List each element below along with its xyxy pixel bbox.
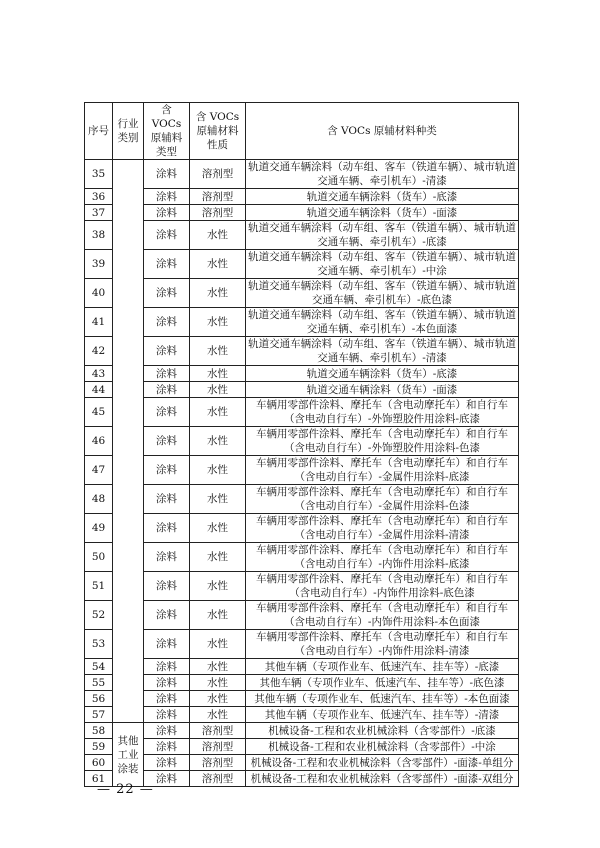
table-row [85,572,519,601]
cell-material-type: 涂料 [144,485,190,514]
cell-material-kind: 轨道交通车辆涂料（动车组、客车（铁道车辆）、城市轨道交通车辆、牵引机车）-中涂 [246,250,519,279]
header-material-nature: 含 VOCs 原辅材料性质 [190,103,246,160]
cell-material-kind: 轨道交通车辆涂料（货车）-面漆 [246,205,519,221]
header-material-kind: 含 VOCs 原辅材料种类 [246,103,519,160]
cell-material-kind: 车辆用零部件涂料、摩托车（含电动摩托车）和自行车（含电动自行车）-金属件用涂料-清漆 [246,514,519,543]
cell-serial-number: 54 [85,659,113,675]
cell-serial-number: 47 [85,456,113,485]
cell-material-kind: 轨道交通车辆涂料（货车）-底漆 [246,189,519,205]
table-row [85,308,519,337]
table-row [85,189,519,205]
table-row [85,755,519,771]
cell-material-nature: 水性 [190,601,246,630]
table-row [85,366,519,382]
cell-material-type: 涂料 [144,572,190,601]
header-serial-number: 序号 [85,103,113,160]
cell-material-kind: 其他车辆（专项作业车、低速汽车、挂车等）-底色漆 [246,675,519,691]
cell-material-type: 涂料 [144,543,190,572]
cell-serial-number: 56 [85,691,113,707]
cell-serial-number: 53 [85,630,113,659]
cell-material-type: 涂料 [144,630,190,659]
cell-material-nature: 水性 [190,691,246,707]
cell-material-type: 涂料 [144,771,190,787]
table-header-row [85,103,519,160]
cell-material-type: 涂料 [144,250,190,279]
cell-material-nature: 水性 [190,221,246,250]
cell-material-nature: 水性 [190,543,246,572]
table-row [85,601,519,630]
cell-material-nature: 水性 [190,659,246,675]
cell-material-kind: 机械设备-工程和农业机械涂料（含零部件）-中涂 [246,739,519,755]
cell-serial-number: 60 [85,755,113,771]
cell-serial-number: 42 [85,337,113,366]
table-row [85,250,519,279]
cell-material-type: 涂料 [144,427,190,456]
cell-material-nature: 水性 [190,398,246,427]
cell-material-type: 涂料 [144,514,190,543]
cell-material-kind: 车辆用零部件涂料、摩托车（含电动摩托车）和自行车（含电动自行车）-外饰塑胶件用涂料-色漆 [246,427,519,456]
cell-material-type: 涂料 [144,279,190,308]
cell-serial-number: 43 [85,366,113,382]
cell-material-nature: 水性 [190,279,246,308]
cell-serial-number: 52 [85,601,113,630]
table-row [85,279,519,308]
cell-material-kind: 其他车辆（专项作业车、低速汽车、挂车等）-底漆 [246,659,519,675]
cell-material-kind: 机械设备-工程和农业机械涂料（含零部件）-面漆-单组分 [246,755,519,771]
table-row [85,630,519,659]
cell-material-nature: 水性 [190,572,246,601]
cell-serial-number: 36 [85,189,113,205]
cell-material-type: 涂料 [144,382,190,398]
header-material-type: 含 VOCs 原辅料类型 [144,103,190,160]
cell-material-nature: 水性 [190,250,246,279]
cell-material-kind: 轨道交通车辆涂料（动车组、客车（铁道车辆）、城市轨道交通车辆、牵引机车）-清漆 [246,337,519,366]
cell-material-kind: 车辆用零部件涂料、摩托车（含电动摩托车）和自行车（含电动自行车）-内饰件用涂料-底色漆 [246,572,519,601]
cell-material-type: 涂料 [144,366,190,382]
cell-material-kind: 轨道交通车辆涂料（动车组、客车（铁道车辆）、城市轨道交通车辆、牵引机车）-底色漆 [246,279,519,308]
cell-material-nature: 溶剂型 [190,771,246,787]
cell-material-nature: 水性 [190,456,246,485]
cell-serial-number: 45 [85,398,113,427]
table-row [85,707,519,723]
table-row [85,337,519,366]
cell-material-kind: 轨道交通车辆涂料（货车）-面漆 [246,382,519,398]
cell-material-kind: 车辆用零部件涂料、摩托车（含电动摩托车）和自行车（含电动自行车）-内饰件用涂料-清漆 [246,630,519,659]
cell-serial-number: 38 [85,221,113,250]
page-number: — 22 — [97,782,154,797]
table-row [85,221,519,250]
cell-serial-number: 55 [85,675,113,691]
cell-material-nature: 溶剂型 [190,189,246,205]
cell-material-nature: 水性 [190,337,246,366]
header-industry-category: 行业类别 [113,103,144,160]
table-row [85,675,519,691]
cell-material-kind: 车辆用零部件涂料、摩托车（含电动摩托车）和自行车（含电动自行车）-外饰塑胶件用涂料-底漆 [246,398,519,427]
cell-serial-number: 46 [85,427,113,456]
cell-material-nature: 溶剂型 [190,723,246,739]
cell-material-nature: 水性 [190,675,246,691]
cell-material-nature: 溶剂型 [190,739,246,755]
cell-material-type: 涂料 [144,659,190,675]
cell-serial-number: 44 [85,382,113,398]
cell-material-kind: 轨道交通车辆涂料（动车组、客车（铁道车辆）、城市轨道交通车辆、牵引机车）-底漆 [246,221,519,250]
cell-serial-number: 41 [85,308,113,337]
cell-material-type: 涂料 [144,601,190,630]
cell-material-nature: 水性 [190,630,246,659]
cell-serial-number: 35 [85,160,113,189]
table-row [85,723,519,739]
cell-serial-number: 61 [85,771,113,787]
table-row [85,659,519,675]
table-row [85,160,519,189]
cell-material-nature: 水性 [190,514,246,543]
cell-material-nature: 水性 [190,382,246,398]
cell-material-nature: 水性 [190,485,246,514]
cell-serial-number: 51 [85,572,113,601]
cell-serial-number: 40 [85,279,113,308]
cell-material-kind: 轨道交通车辆涂料（动车组、客车（铁道车辆）、城市轨道交通车辆、牵引机车）-本色面漆 [246,308,519,337]
cell-industry-category [113,160,144,723]
table-row [85,205,519,221]
table-row [85,691,519,707]
cell-material-type: 涂料 [144,398,190,427]
cell-material-type: 涂料 [144,337,190,366]
cell-material-type: 涂料 [144,205,190,221]
cell-material-type: 涂料 [144,739,190,755]
cell-material-kind: 车辆用零部件涂料、摩托车（含电动摩托车）和自行车（含电动自行车）-内饰件用涂料-本色面漆 [246,601,519,630]
cell-material-kind: 其他车辆（专项作业车、低速汽车、挂车等）-本色面漆 [246,691,519,707]
cell-material-kind: 车辆用零部件涂料、摩托车（含电动摩托车）和自行车（含电动自行车）-金属件用涂料-底漆 [246,456,519,485]
table-row [85,427,519,456]
cell-material-kind: 机械设备-工程和农业机械涂料（含零部件）-面漆-双组分 [246,771,519,787]
cell-serial-number: 37 [85,205,113,221]
cell-material-nature: 溶剂型 [190,755,246,771]
cell-material-nature: 水性 [190,707,246,723]
cell-material-kind: 车辆用零部件涂料、摩托车（含电动摩托车）和自行车（含电动自行车）-内饰件用涂料-底漆 [246,543,519,572]
cell-material-kind: 轨道交通车辆涂料（货车）-底漆 [246,366,519,382]
cell-material-nature: 水性 [190,427,246,456]
cell-material-nature: 水性 [190,308,246,337]
cell-material-nature: 水性 [190,366,246,382]
cell-material-kind: 其他车辆（专项作业车、低速汽车、挂车等）-清漆 [246,707,519,723]
cell-material-nature: 溶剂型 [190,205,246,221]
table-row [85,514,519,543]
table-row [85,485,519,514]
cell-serial-number: 48 [85,485,113,514]
cell-material-kind: 车辆用零部件涂料、摩托车（含电动摩托车）和自行车（含电动自行车）-金属件用涂料-色漆 [246,485,519,514]
cell-material-type: 涂料 [144,456,190,485]
cell-material-nature: 溶剂型 [190,160,246,189]
cell-material-type: 涂料 [144,189,190,205]
cell-material-type: 涂料 [144,308,190,337]
cell-serial-number: 58 [85,723,113,739]
cell-serial-number: 39 [85,250,113,279]
table-row [85,456,519,485]
cell-material-kind: 机械设备-工程和农业机械涂料（含零部件）-底漆 [246,723,519,739]
cell-material-type: 涂料 [144,221,190,250]
table-row [85,543,519,572]
cell-material-type: 涂料 [144,707,190,723]
cell-material-kind: 轨道交通车辆涂料（动车组、客车（铁道车辆）、城市轨道交通车辆、牵引机车）-清漆 [246,160,519,189]
cell-serial-number: 50 [85,543,113,572]
cell-material-type: 涂料 [144,723,190,739]
cell-serial-number: 59 [85,739,113,755]
cell-material-type: 涂料 [144,675,190,691]
cell-industry-category: 其他工业涂装 [113,723,144,787]
table-row [85,398,519,427]
cell-material-type: 涂料 [144,691,190,707]
table-row [85,739,519,755]
cell-material-type: 涂料 [144,755,190,771]
cell-material-type: 涂料 [144,160,190,189]
cell-serial-number: 57 [85,707,113,723]
voc-materials-table [84,102,519,787]
table-row [85,382,519,398]
cell-serial-number: 49 [85,514,113,543]
